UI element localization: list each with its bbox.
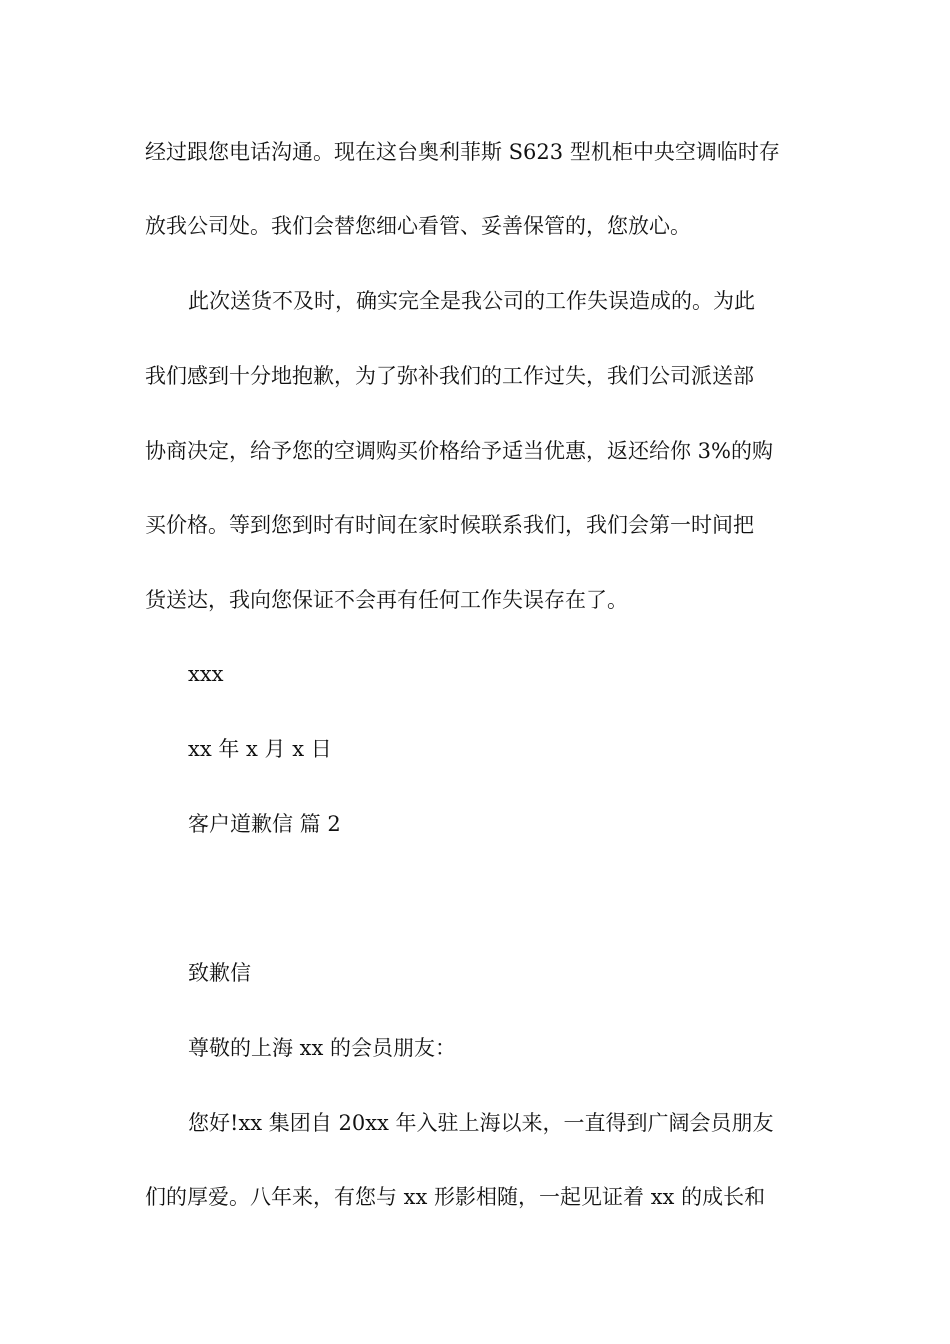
paragraph-line: 您好!xx 集团自 20xx 年入驻上海以来，一直得到广阔会员朋友 xyxy=(188,1111,774,1135)
section-heading: 客户道歉信 篇 2 xyxy=(188,812,341,836)
letter-title: 致歉信 xyxy=(188,961,251,985)
letter-salutation: 尊敬的上海 xx 的会员朋友： xyxy=(188,1036,457,1060)
paragraph-line: 协商决定，给予您的空调购买价格给予适当优惠，返还给你 3%的购 xyxy=(145,439,773,463)
paragraph-line: 经过跟您电话沟通。现在这台奥利菲斯 S623 型机柜中央空调临时存 xyxy=(145,140,780,164)
paragraph-line: 我们感到十分地抱歉，为了弥补我们的工作过失，我们公司派送部 xyxy=(145,364,754,388)
signature-name: xxx xyxy=(188,662,224,686)
paragraph-line: 放我公司处。我们会替您细心看管、妥善保管的，您放心。 xyxy=(145,214,691,238)
paragraph-line: 买价格。等到您到时有时间在家时候联系我们，我们会第一时间把 xyxy=(145,513,754,537)
paragraph-line: 此次送货不及时，确实完全是我公司的工作失误造成的。为此 xyxy=(188,289,755,313)
paragraph-line: 货送达，我向您保证不会再有任何工作失误存在了。 xyxy=(145,588,628,612)
paragraph-line: 们的厚爱。八年来，有您与 xx 形影相随，一起见证着 xx 的成长和 xyxy=(145,1185,766,1209)
signature-date: xx 年 x 月 x 日 xyxy=(188,737,332,761)
